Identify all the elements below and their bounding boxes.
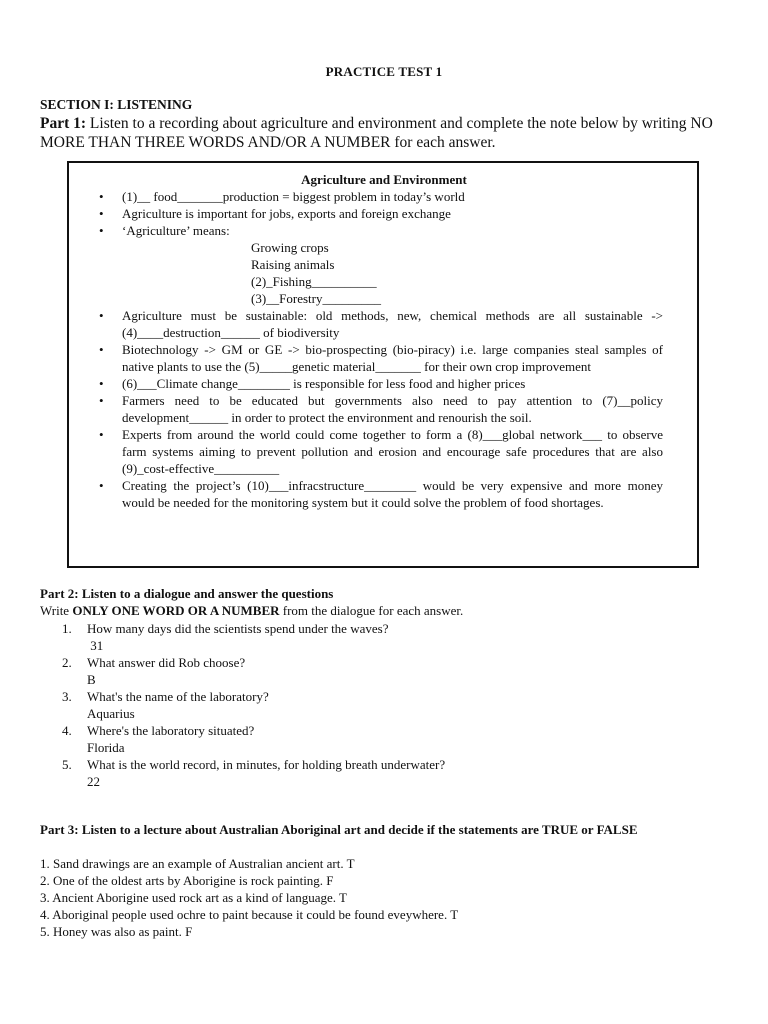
list-item: • (6)___Climate change________ is responsible for less food and higher prices (99, 376, 526, 391)
section-title: SECTION I: LISTENING (40, 97, 193, 112)
part1-label: Part 1: (40, 115, 87, 132)
answer: B (87, 672, 96, 687)
statement-list (40, 855, 458, 940)
part1-heading (40, 114, 740, 152)
question: 5. What is the world record, in minutes, for holding breath underwater? (62, 757, 446, 772)
answer: 31 (87, 638, 104, 653)
statement: 5. Honey was also as paint. F (40, 924, 193, 939)
note-box (67, 161, 699, 568)
sub-item: (2)_Fishing__________ (251, 274, 377, 289)
statement: 1. Sand drawings are an example of Australian ancient art. T (40, 856, 355, 871)
sub-item: Growing crops (251, 240, 329, 255)
question-list (62, 620, 445, 790)
list-item: • Experts from around the world could come together to form a (8)___global network___ to observe farm systems aiming to prevent pollution and erosion and encourage safe procedures that are also (9)_cost-effective__________ (99, 427, 663, 476)
statement: 4. Aboriginal people used ochre to paint because it could be found eveywhere. T (40, 907, 459, 922)
sub-item: Raising animals (251, 257, 335, 272)
note-bullets (69, 188, 665, 239)
answer: Aquarius (87, 706, 135, 721)
question: 2. What answer did Rob choose? (62, 655, 246, 670)
part3-heading: Part 3: Listen to a lecture about Australian Aboriginal art and decide if the statements are TRUE or FALSE (40, 822, 638, 837)
note-title: Agriculture and Environment (301, 172, 467, 187)
answer: 22 (87, 774, 100, 789)
part1-instruction-b: for each answer. (390, 134, 496, 151)
list-item: • Agriculture must be sustainable: old methods, new, chemical methods are all sustainable -> (4)____destruction______ of biodiversity (99, 308, 663, 340)
list-item: • Biotechnology -> GM or GE -> bio-prospecting (bio-piracy) i.e. large companies steal samples of native plants to use the (5)_____genetic material_______ for their own crop improvement (99, 342, 663, 374)
part1-instruction-a: Listen to a recording about agriculture and environment and complete the note below by writing (89, 115, 691, 132)
page-title: PRACTICE TEST 1 (325, 64, 443, 79)
question: 3. What's the name of the laboratory? (62, 689, 269, 704)
question: 4. Where's the laboratory situated? (62, 723, 255, 738)
part2-heading: Part 2: Listen to a dialogue and answer the questions (40, 586, 334, 601)
note-bullets-2 (69, 307, 665, 511)
statement: 2. One of the oldest arts by Aborigine is rock painting. F (40, 873, 334, 888)
list-item: • ‘Agriculture’ means: (99, 223, 230, 238)
part1-instruction-caps: NO MORE THAN THREE WORDS AND/OR A NUMBER (40, 115, 713, 151)
list-item: • Farmers need to be educated but governments also need to pay attention to (7)__policy development______ in order to protect the environment and renourish the soil. (99, 393, 663, 425)
list-item: • (1)__ food_______production = biggest problem in today’s world (99, 189, 465, 204)
sub-item: (3)__Forestry_________ (251, 291, 381, 306)
answer: Florida (87, 740, 125, 755)
list-item: • Agriculture is important for jobs, exports and foreign exchange (99, 206, 451, 221)
question: 1. How many days did the scientists spend under the waves? (62, 621, 389, 636)
part2-instruction: Write ONLY ONE WORD OR A NUMBER from the dialogue for each answer. (40, 603, 464, 618)
statement: 3. Ancient Aborigine used rock art as a kind of language. T (40, 890, 347, 905)
list-item: • Creating the project’s (10)___infracstructure________ would be very expensive and more money would be needed for the monitoring system but it could solve the problem of food shortages. (99, 478, 663, 510)
